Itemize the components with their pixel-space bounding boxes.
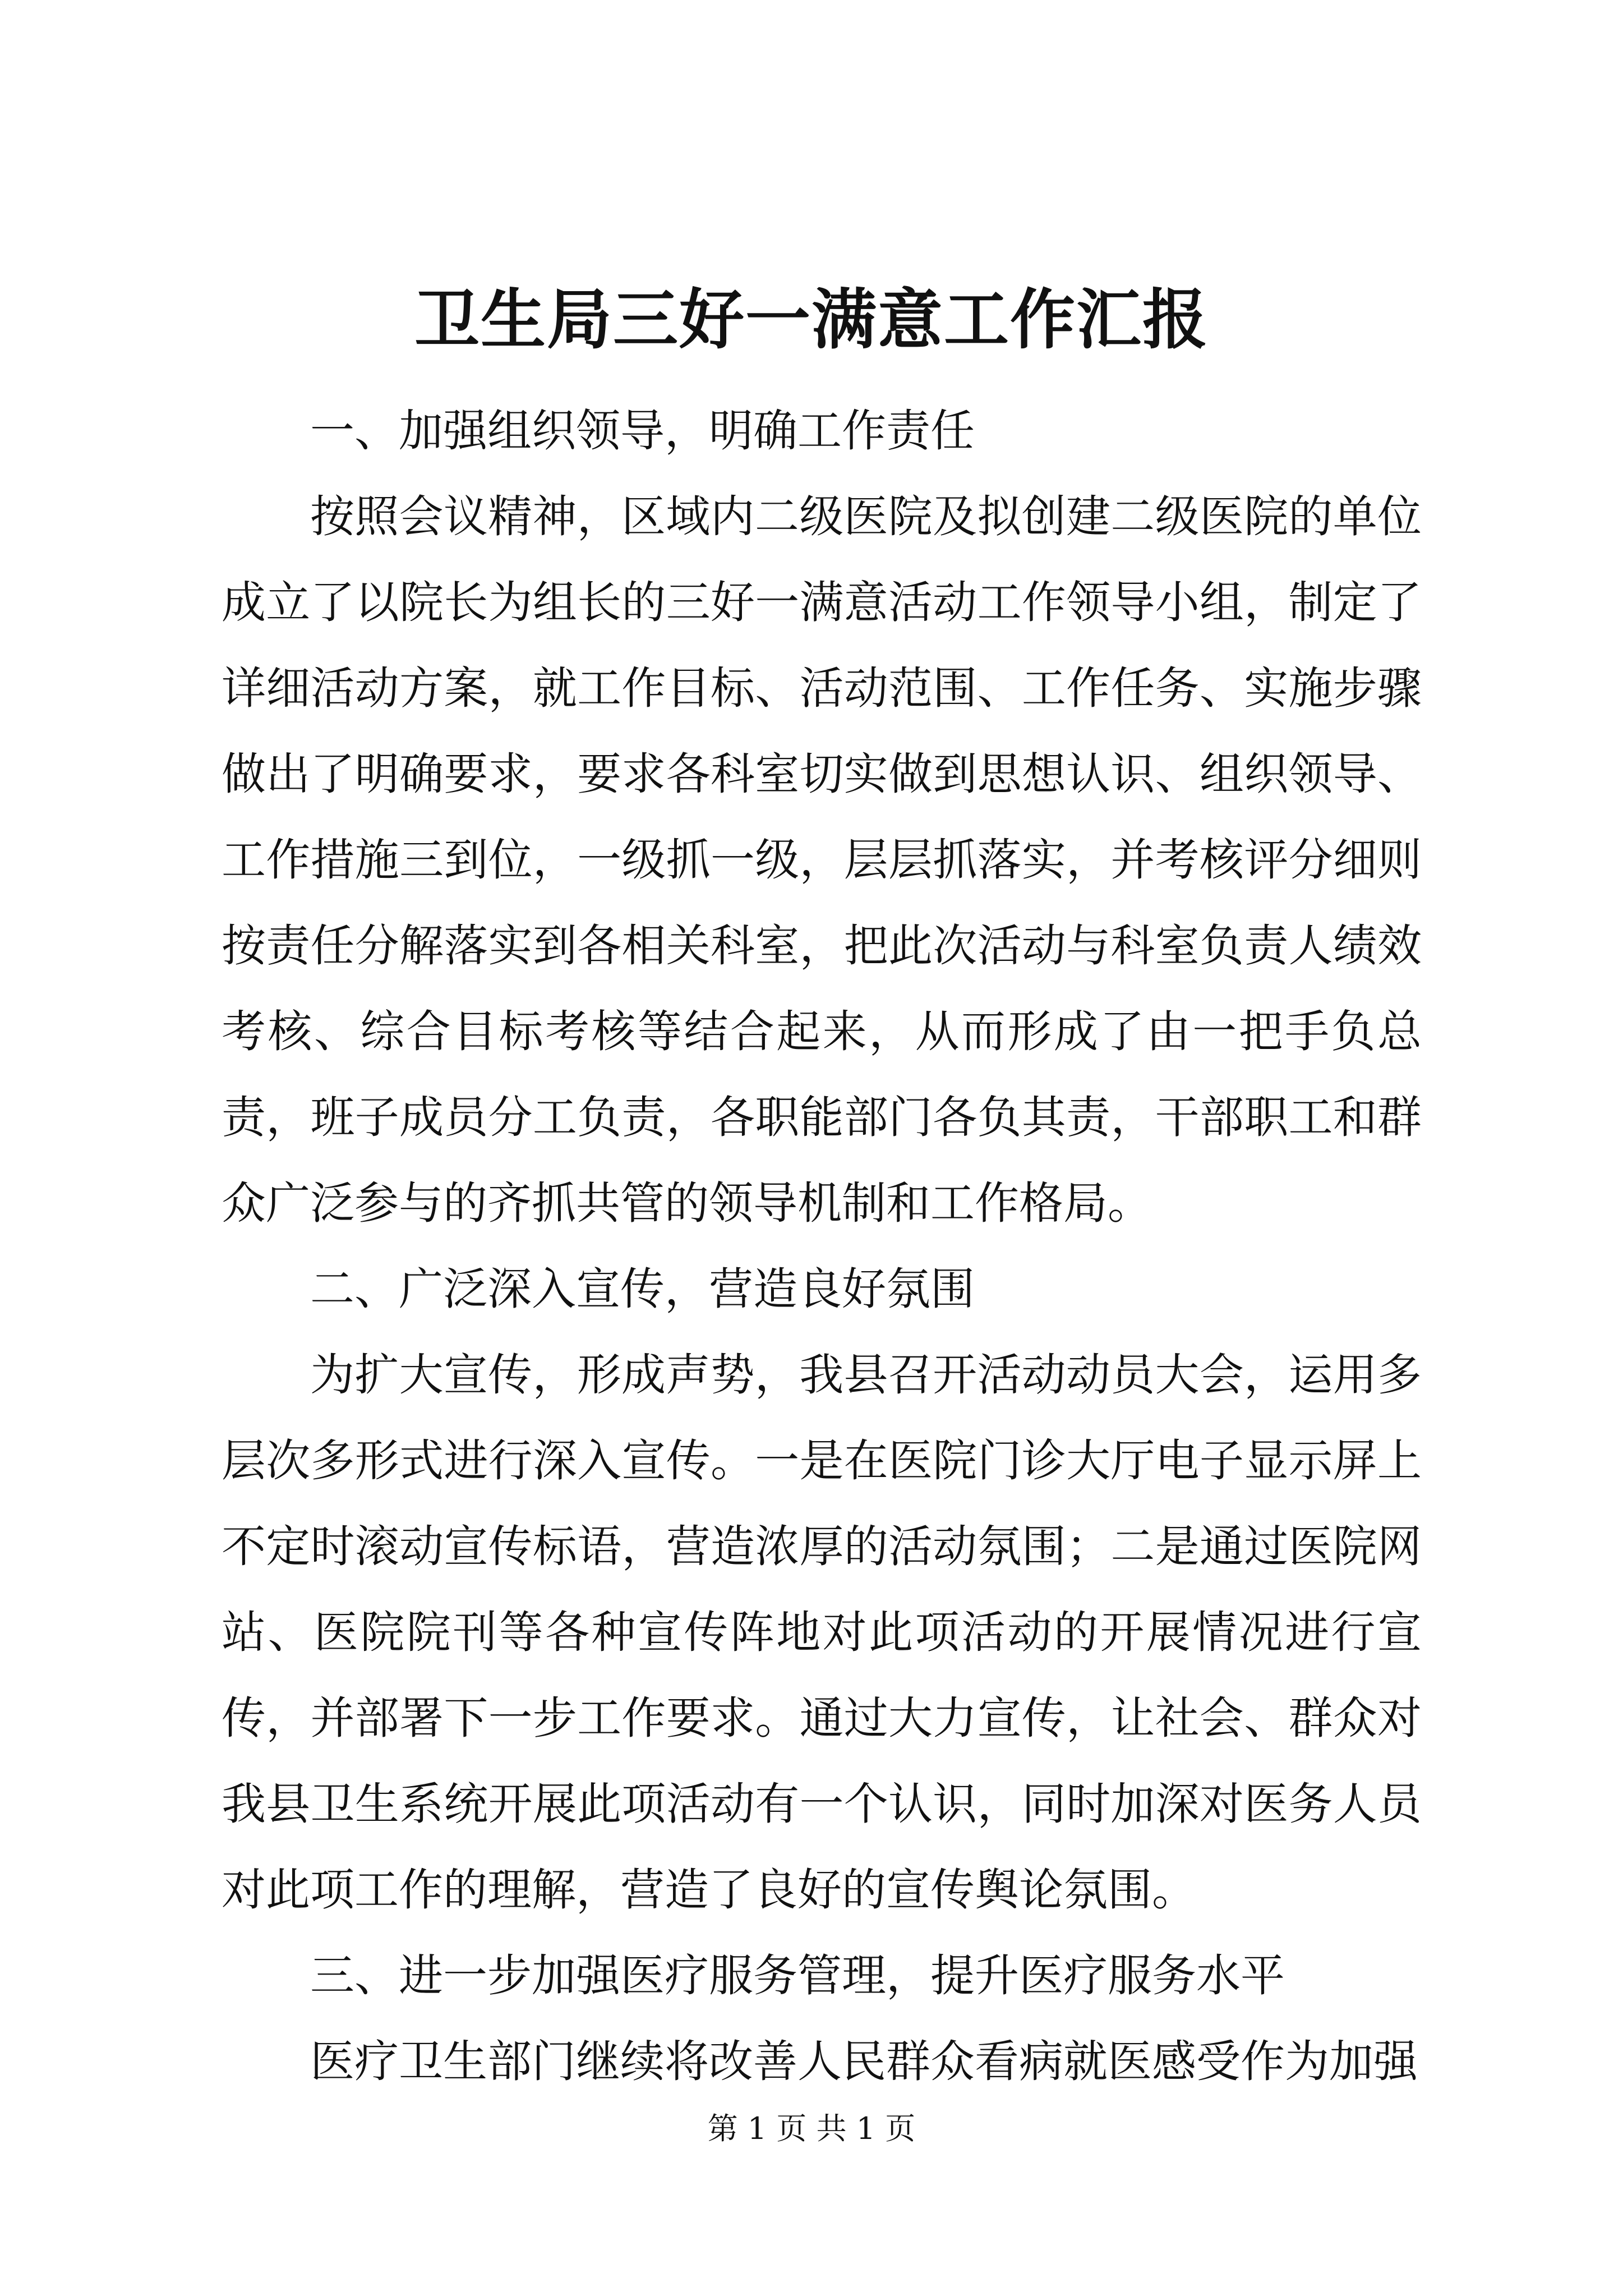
section-heading-1: 一、加强组织领导，明确工作责任 — [310, 405, 975, 457]
document-title: 卫生局三好一满意工作汇报 — [414, 282, 1209, 358]
document-body — [222, 388, 1422, 2105]
paragraph-3: 医疗卫生部门继续将改善人民群众看病就医感受作为加强 — [310, 2036, 1418, 2087]
paragraph-1: 按照会议精神，区域内二级医院及拟创建二级医院的单位成立了以院长为组长的三好一满意活动工作领导小组，制定了详细活动方案，就工作目标、活动范围、工作任务、实施步骤做出了明确要求，要求各科室切实做到思想认识、组织领导、工作措施三到位，一级抓一级，层层抓落实，并考核评分细则按责任分解落实到各相关科室，把此次活动与科室负责人绩效考核、综合目标考核等结合起来，从而形成了由一把手负总责，班子成员分工负责，各职能部门各负其责，干部职工和群众广泛参与的齐抓共管的领导机制和工作格局。 — [222, 491, 1422, 1229]
page-footer: 第 1 页 共 1 页 — [707, 2111, 916, 2146]
paragraph-2: 为扩大宣传，形成声势，我县召开活动动员大会，运用多层次多形式进行深入宣传。一是在医院门诊大厅电子显示屏上不定时滚动宣传标语，营造浓厚的活动氛围；二是通过医院网站、医院院刊等各种宣传阵地对此项活动的开展情况进行宣传，并部署下一步工作要求。通过大力宣传，让社会、群众对我县卫生系统开展此项活动有一个认识，同时加深对医务人员对此项工作的理解，营造了良好的宣传舆论氛围。 — [222, 1349, 1422, 1916]
section-heading-3: 三、进一步加强医疗服务管理，提升医疗服务水平 — [310, 1950, 1285, 2001]
section-heading-2: 二、广泛深入宣传，营造良好氛围 — [310, 1263, 975, 1315]
